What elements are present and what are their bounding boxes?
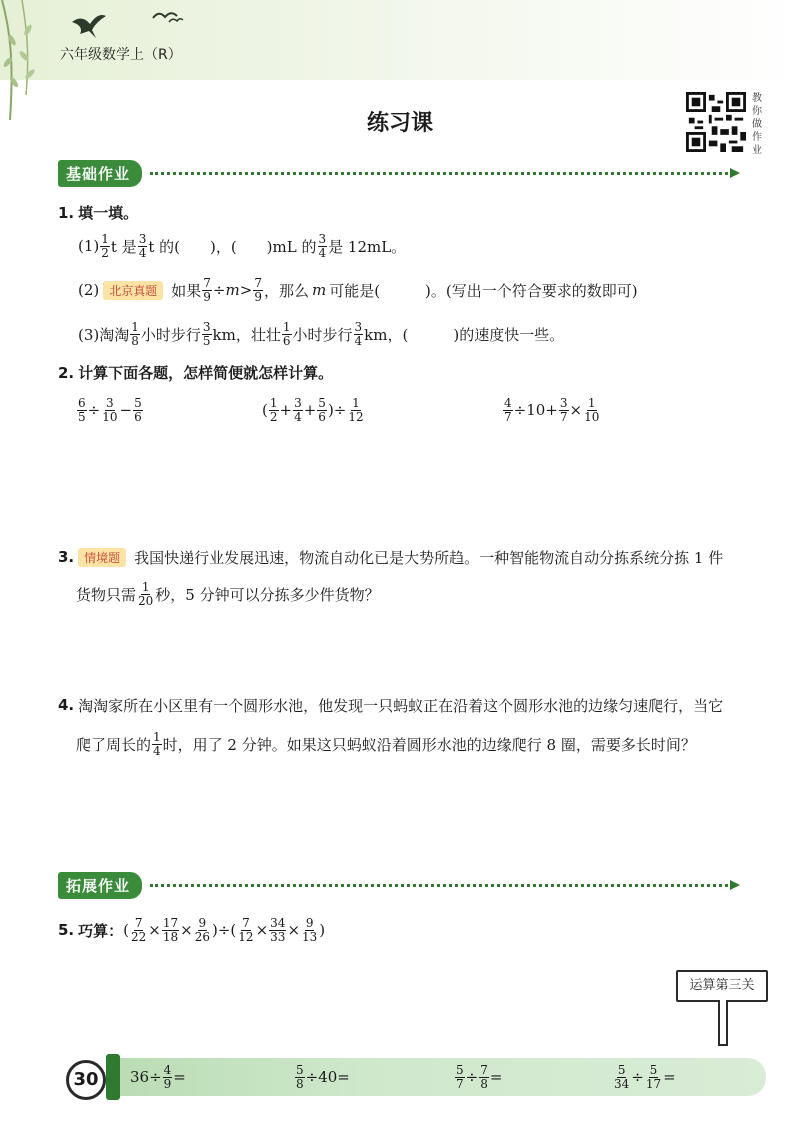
question-number: 2. [58, 363, 75, 382]
qr-code-icon[interactable] [686, 92, 746, 152]
question-number: 3. [58, 548, 75, 566]
fraction: $\frac{5}{6}$ [318, 395, 326, 424]
text: 如果 [171, 281, 202, 300]
variable: m [311, 281, 327, 299]
fraction: $\frac{3}{4}$ [138, 231, 147, 260]
operator: ÷ [465, 1068, 479, 1086]
operator: × [255, 921, 269, 939]
operator: − [119, 401, 133, 419]
part-label: (2) [78, 281, 100, 299]
fraction: $\frac{1}{10}$ [584, 395, 600, 424]
section-extended-label: 拓展作业 [58, 872, 142, 899]
text: ，那么 [263, 281, 309, 300]
question-title: 巧算： [78, 921, 124, 940]
fraction: $\frac{6}{5}$ [78, 395, 86, 424]
textbook-grade-label: 六年级数学上（R） [60, 47, 182, 63]
fraction: $\frac{3}{4}$ [354, 319, 363, 348]
text: ÷40= [305, 1068, 350, 1086]
text: 是 12mL。 [328, 237, 407, 256]
signpost-pole [718, 1000, 728, 1046]
fraction: $\frac{1}{2}$ [269, 395, 278, 424]
fraction: $\frac{1}{4}$ [153, 729, 161, 758]
fraction: $\frac{3}{4}$ [318, 231, 327, 260]
fraction: $\frac{5}{7}$ [456, 1062, 464, 1091]
operator: × [287, 921, 301, 939]
operator: )÷ [327, 401, 347, 419]
level-signpost: 运算第三关 [676, 970, 768, 1002]
fraction: $\frac{7}{9}$ [254, 275, 262, 304]
fraction: $\frac{17}{18}$ [162, 915, 179, 944]
operator: × [180, 921, 193, 939]
text: 小时步行 [140, 325, 201, 344]
beijing-exam-badge: 北京真题 [103, 281, 163, 300]
fraction: $\frac{4}{7}$ [504, 395, 512, 424]
fraction: $\frac{7}{12}$ [238, 915, 254, 944]
ribbon-decoration [106, 1054, 120, 1100]
fraction: $\frac{3}{10}$ [102, 395, 118, 424]
question-number: 1. [58, 203, 75, 222]
fraction: $\frac{1}{2}$ [101, 231, 109, 260]
fraction: $\frac{5}{6}$ [134, 395, 142, 424]
section-extended [58, 872, 734, 898]
text-with-blank: 可能是( )。(写出一个符合要求的数即可) [329, 281, 638, 300]
section-basic [58, 160, 734, 186]
paren: ( [262, 401, 268, 419]
section-basic-label: 基础作业 [58, 160, 142, 187]
operator: × [569, 401, 583, 419]
bird-silhouette-icon [152, 8, 184, 24]
calc-2 [294, 1062, 350, 1092]
expression-2-2 [262, 392, 366, 428]
paren: ( [123, 921, 130, 939]
question-number: 4. [58, 696, 75, 714]
question-text: 秒，5 分钟可以分拣多少件货物？ [155, 585, 380, 604]
question-title: 计算下面各题，怎样简便就怎样计算。 [78, 364, 334, 382]
operator: > [239, 281, 253, 299]
operator: = [173, 1068, 186, 1086]
calc-1 [130, 1062, 186, 1092]
expression-2-1 [76, 392, 144, 428]
question-1-part-3 [78, 316, 564, 352]
expression-2-3 [502, 392, 601, 428]
fraction: $\frac{1}{6}$ [282, 319, 291, 348]
question-number: 5. [58, 921, 75, 939]
paren: ) [319, 921, 326, 939]
swallow-icon [70, 10, 108, 40]
text-with-blanks: t 的( )，( )mL 的 [148, 237, 317, 256]
question-3-line-1 [58, 542, 723, 572]
dotted-arrow-divider [150, 172, 734, 175]
question-text: 爬了周长的 [76, 735, 152, 754]
operator: ÷10+ [513, 401, 558, 419]
question-text: 我国快递行业发展迅速，物流自动化已是大势所趋。一种智能物流自动分拣系统分拣 1 件 [134, 548, 724, 567]
fraction: $\frac{9}{13}$ [302, 915, 318, 944]
calc-3 [454, 1062, 502, 1092]
operator: ÷ [631, 1068, 644, 1086]
question-1-part-2 [78, 272, 638, 308]
question-text: 货物只需 [76, 585, 137, 604]
question-4-line-1 [58, 690, 723, 720]
operator: + [303, 401, 317, 419]
question-1-heading [58, 202, 138, 223]
question-text: 淘淘家所在小区里有一个圆形水池，他发现一只蚂蚁正在沿着这个圆形水池的边缘匀速爬行，当它 [78, 696, 724, 715]
page-title: 练习课 [366, 111, 433, 136]
operator: + [279, 401, 293, 419]
question-4-line-2 [76, 726, 696, 762]
operator: = [489, 1068, 503, 1086]
fraction: $\frac{1}{8}$ [131, 319, 139, 348]
fraction: $\frac{1}{12}$ [348, 395, 364, 424]
fraction: $\frac{7}{9}$ [203, 275, 211, 304]
question-text: 时，用了 2 分钟。如果这只蚂蚁沿着圆形水池的边缘爬行 8 圈，需要多长时间？ [162, 735, 696, 754]
header-background [0, 0, 800, 80]
qr-caption: 教你做作业 [752, 93, 762, 156]
fraction: $\frac{3}{7}$ [559, 395, 568, 424]
text: 小时步行 [292, 325, 353, 344]
page-number: 30 [66, 1060, 106, 1100]
operator: ÷ [87, 401, 101, 419]
fraction: $\frac{7}{22}$ [131, 915, 147, 944]
part-label: (1) [78, 237, 100, 255]
question-5 [58, 910, 325, 950]
fraction: $\frac{4}{9}$ [163, 1062, 172, 1091]
fraction: $\frac{3}{5}$ [202, 319, 211, 348]
operator: = [663, 1068, 676, 1086]
scenario-badge: 情境题 [78, 548, 126, 567]
fraction: $\frac{7}{8}$ [480, 1062, 488, 1091]
operator: )÷( [212, 921, 237, 939]
question-3-line-2 [76, 576, 380, 612]
fraction: $\frac{5}{8}$ [296, 1062, 304, 1091]
text-with-blank: km，( )的速度快一些。 [364, 325, 565, 344]
fraction: $\frac{3}{4}$ [294, 395, 302, 424]
question-1-part-1 [78, 228, 406, 264]
variable: m [225, 281, 240, 299]
text: 36÷ [130, 1068, 162, 1086]
text: (3)淘淘 [78, 325, 130, 344]
dotted-arrow-divider [150, 884, 734, 887]
operator: ÷ [212, 281, 226, 299]
fraction: $\frac{34}{33}$ [270, 915, 286, 944]
fraction: $\frac{9}{26}$ [194, 915, 211, 944]
operator: × [148, 921, 161, 939]
fraction: $\frac{5}{17}$ [645, 1062, 662, 1091]
fraction: $\frac{5}{34}$ [614, 1062, 630, 1091]
question-2-heading [58, 362, 333, 383]
calc-4 [612, 1062, 676, 1092]
text: t 是 [110, 237, 137, 256]
fraction: $\frac{1}{20}$ [138, 579, 154, 608]
text: km，壮壮 [212, 325, 281, 344]
question-title: 填一填。 [78, 204, 139, 222]
